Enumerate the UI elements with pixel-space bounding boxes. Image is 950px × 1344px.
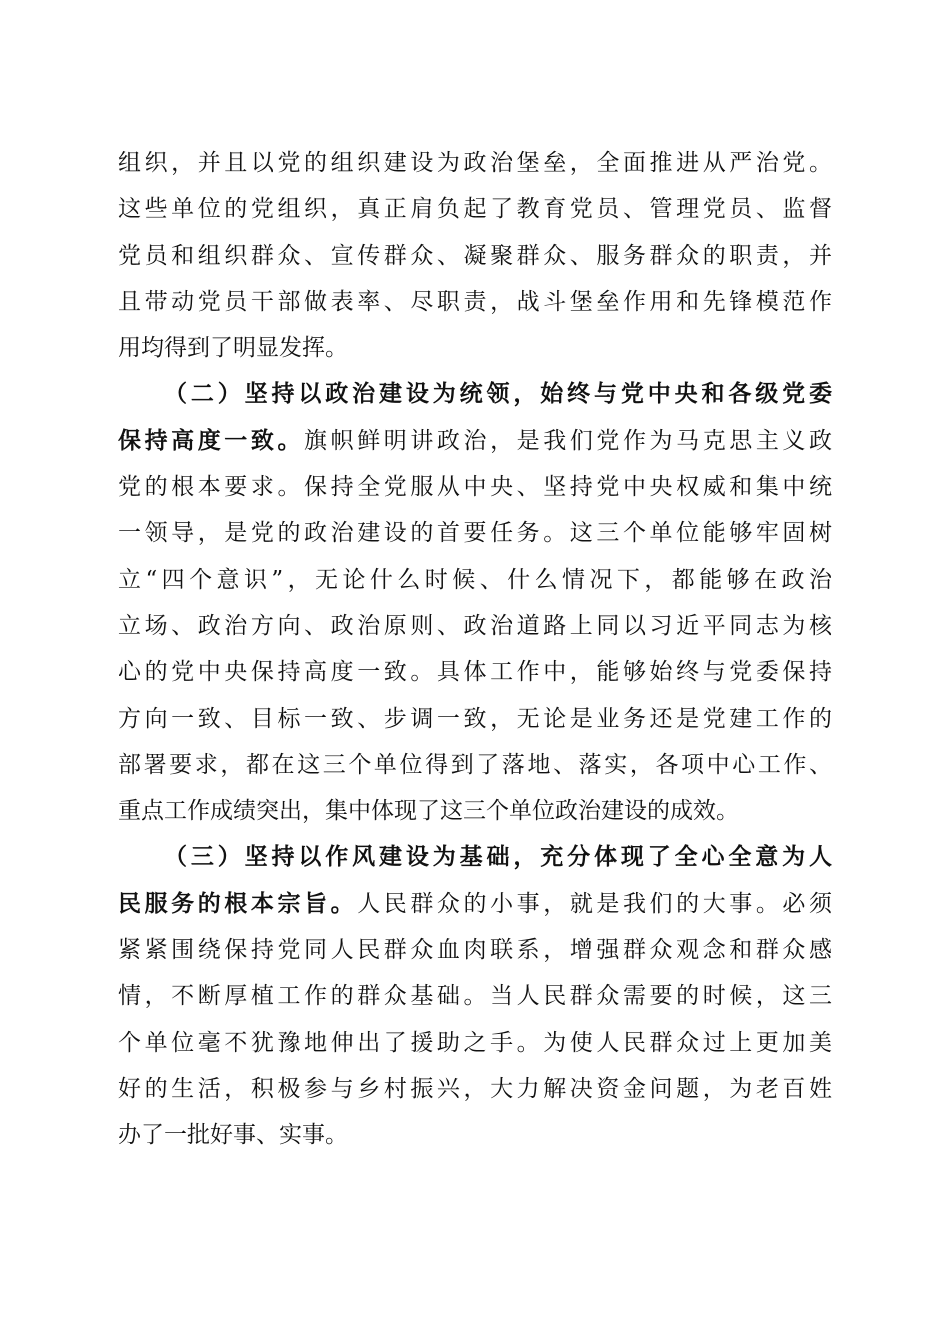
text-line: 这些单位的党组织，真正肩负起了教育党员、管理党员、监督 [118, 196, 832, 223]
text-span: 人民群众的小事，就是我们的大事。必须 [357, 890, 833, 917]
text-line [118, 418, 832, 464]
text-line: 好的生活，积极参与乡村振兴，大力解决资金问题，为老百姓 [118, 1075, 832, 1102]
section-heading-2: （二）坚持以政治建设为统领，始终与党中央和各级党委 [164, 380, 832, 408]
section-heading-3-continued: 民服务的根本宗旨。 [118, 889, 358, 917]
text-line: 方向一致、目标一致、步调一致，无论是业务还是党建工作的 [118, 705, 832, 732]
section-heading-2-continued: 保持高度一致。 [118, 426, 305, 454]
document-body [118, 140, 832, 1159]
text-line: 心的党中央保持高度一致。具体工作中，能够始终与党委保持 [118, 659, 832, 686]
text-line: 一领导，是党的政治建设的首要任务。这三个单位能够牢固树 [118, 520, 832, 547]
text-line [118, 881, 832, 927]
section-heading-3: （三）坚持以作风建设为基础，充分体现了全心全意为人 [164, 843, 832, 871]
text-line: 立场、政治方向、政治原则、政治道路上同以习近平同志为核 [118, 612, 832, 639]
text-line: 立“四个意识”，无论什么时候、什么情况下，都能够在政治 [118, 566, 832, 593]
text-line: 部署要求，都在这三个单位得到了落地、落实，各项中心工作、 [118, 751, 832, 778]
text-line: 办了一批好事、实事。 [118, 1122, 348, 1149]
text-span: 旗帜鲜明讲政治，是我们党作为马克思主义政 [304, 427, 833, 454]
text-line: 紧紧围绕保持党同人民群众血肉联系，增强群众观念和群众感 [118, 937, 832, 964]
text-line: 党的根本要求。保持全党服从中央、坚持党中央权威和集中统 [118, 474, 832, 501]
text-line: 重点工作成绩突出，集中体现了这三个单位政治建设的成效。 [118, 798, 739, 825]
text-line: 党员和组织群众、宣传群众、凝聚群众、服务群众的职责，并 [118, 242, 832, 269]
text-line: 且带动党员干部做表率、尽职责，战斗堡垒作用和先锋模范作 [118, 288, 832, 315]
text-line: 组织，并且以党的组织建设为政治堡垒，全面推进从严治党。 [118, 150, 832, 176]
text-line: 用均得到了明显发挥。 [118, 335, 348, 362]
text-line: 个单位毫不犹豫地伸出了援助之手。为使人民群众过上更加美 [118, 1029, 832, 1056]
text-line: 情，不断厚植工作的群众基础。当人民群众需要的时候，这三 [118, 983, 832, 1010]
